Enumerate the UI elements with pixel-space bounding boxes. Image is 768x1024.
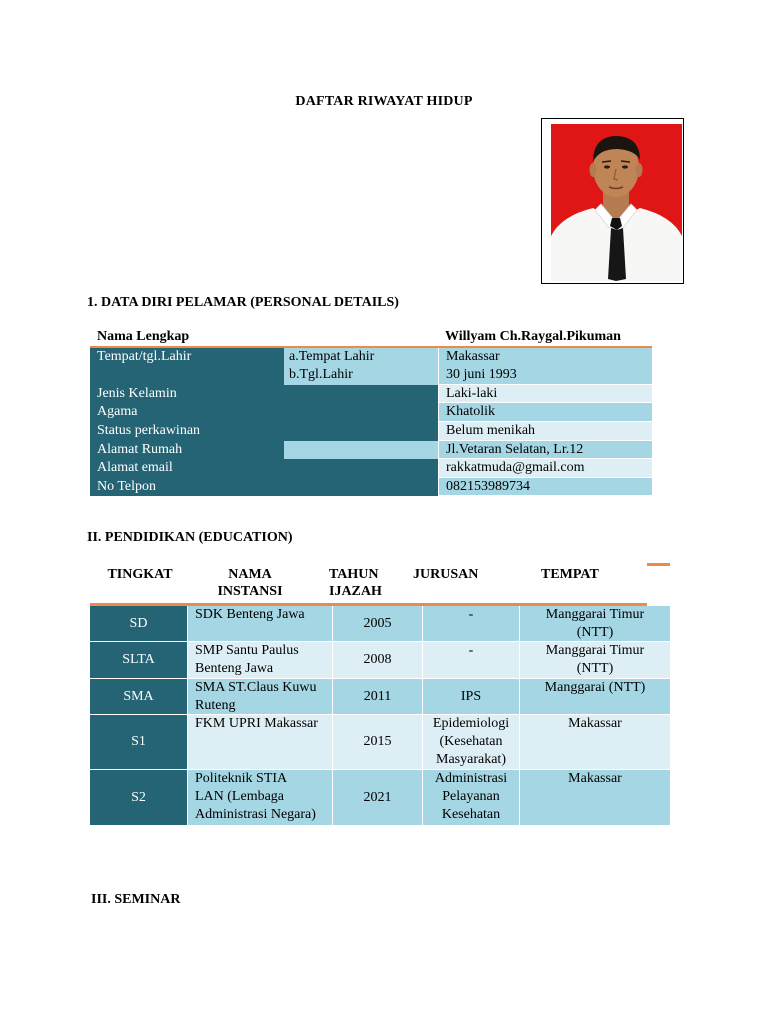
sub-label: a.Tempat Lahir — [289, 349, 375, 364]
column-header-nama — [200, 566, 300, 600]
seminar-heading: III. SEMINAR — [91, 892, 181, 907]
table-row — [90, 441, 652, 459]
row-value: rakkatmuda@gmail.com — [446, 460, 585, 475]
year-cell: 2008 — [332, 642, 422, 679]
table-row — [90, 606, 670, 642]
institution-line: Benteng Jawa — [195, 661, 274, 676]
place-line: Makassar — [568, 716, 622, 731]
column-header-line: IJAZAH — [329, 584, 382, 599]
column-header-line: NAMA — [228, 567, 272, 582]
major-cell — [422, 642, 519, 679]
row-label: Status perkawinan — [97, 423, 201, 438]
row-value: Jl.Vetaran Selatan, Lr.12 — [446, 442, 584, 457]
row-value: 30 juni 1993 — [446, 367, 517, 382]
institution-cell — [187, 642, 332, 679]
column-header-tempat: TEMPAT — [541, 567, 599, 582]
institution-cell — [187, 770, 332, 825]
major-cell — [422, 679, 519, 715]
column-header-line: TAHUN — [329, 567, 379, 582]
document-title: DAFTAR RIWAYAT HIDUP — [295, 94, 473, 109]
major-line: Pelayanan — [442, 789, 500, 804]
row-value: Makassar — [446, 349, 500, 364]
place-cell — [519, 606, 670, 642]
place-cell — [519, 715, 670, 770]
place-cell — [519, 770, 670, 825]
column-header-tahun — [329, 566, 389, 600]
row-value: Laki-laki — [446, 386, 498, 401]
major-line: IPS — [460, 688, 482, 704]
place-line: (NTT) — [576, 661, 614, 676]
row-label: Jenis Kelamin — [97, 386, 177, 401]
major-line: Masyarakat) — [436, 752, 506, 767]
row-label: Alamat email — [97, 460, 173, 475]
table-row — [90, 478, 652, 496]
place-line: Manggarai Timur — [545, 607, 645, 622]
row-value: Belum menikah — [446, 423, 536, 438]
major-cell — [422, 715, 519, 770]
row-value: Khatolik — [446, 404, 495, 419]
institution-cell — [187, 606, 332, 642]
education-heading: II. PENDIDIKAN (EDUCATION) — [87, 530, 293, 545]
column-header-jurusan: JURUSAN — [413, 567, 479, 582]
year-cell: 2005 — [332, 606, 422, 642]
place-line: (NTT) — [576, 625, 614, 640]
place-cell — [519, 679, 670, 715]
year-cell: 2021 — [332, 770, 422, 825]
institution-line: Administrasi Negara) — [195, 807, 316, 822]
table-row — [90, 715, 670, 770]
place-cell — [519, 642, 670, 679]
level-cell: SMA — [90, 679, 187, 715]
major-line: Administrasi — [434, 771, 508, 786]
sub-label: b.Tgl.Lahir — [289, 367, 353, 382]
row-value: 082153989734 — [446, 479, 530, 494]
table-row — [90, 385, 652, 403]
major-line: Epidemiologi — [432, 716, 510, 731]
level-cell: S2 — [90, 770, 187, 825]
year-cell: 2015 — [332, 715, 422, 770]
full-name-value: Willyam Ch.Raygal.Pikuman — [445, 329, 621, 344]
institution-line: SDK Benteng Jawa — [195, 607, 305, 622]
major-cell — [422, 770, 519, 825]
institution-line: SMP Santu Paulus — [195, 643, 299, 658]
table-row — [90, 770, 670, 825]
row-label: Tempat/tgl.Lahir — [97, 349, 192, 364]
major-line: - — [468, 643, 474, 658]
table-row — [90, 403, 652, 422]
major-cell — [422, 606, 519, 642]
empty-cell — [284, 441, 438, 459]
personal-details-heading: 1. DATA DIRI PELAMAR (PERSONAL DETAILS) — [87, 295, 399, 310]
institution-line: LAN (Lembaga — [195, 789, 285, 804]
applicant-photo — [551, 124, 682, 281]
institution-cell — [187, 715, 332, 770]
level-cell: S1 — [90, 715, 187, 770]
table-row — [90, 422, 652, 441]
major-line: Kesehatan — [441, 807, 501, 822]
column-header-tingkat: TINGKAT — [107, 567, 173, 582]
major-line: (Kesehatan — [439, 734, 503, 749]
institution-line: SMA ST.Claus Kuwu — [195, 680, 317, 695]
level-cell: SLTA — [90, 642, 187, 679]
year-cell: 2011 — [332, 679, 422, 715]
table-row — [90, 459, 652, 478]
institution-line: Politeknik STIA — [195, 771, 288, 786]
institution-cell — [187, 679, 332, 715]
row-label: Alamat Rumah — [97, 442, 183, 457]
table-row — [90, 679, 670, 715]
column-header-line: INSTANSI — [217, 584, 283, 599]
accent-mark — [647, 563, 670, 566]
major-line: - — [468, 607, 474, 622]
place-line: Manggarai (NTT) — [544, 680, 646, 695]
name-row — [90, 326, 652, 349]
place-line: Manggarai Timur — [545, 643, 645, 658]
level-cell: SD — [90, 606, 187, 642]
table-row — [90, 348, 652, 385]
institution-line: FKM UPRI Makassar — [195, 716, 318, 731]
table-row — [90, 642, 670, 679]
row-label: Agama — [97, 404, 138, 419]
row-label: No Telpon — [97, 479, 157, 494]
full-name-label: Nama Lengkap — [97, 329, 190, 344]
place-line: Makassar — [568, 771, 622, 786]
institution-line: Ruteng — [195, 698, 236, 713]
